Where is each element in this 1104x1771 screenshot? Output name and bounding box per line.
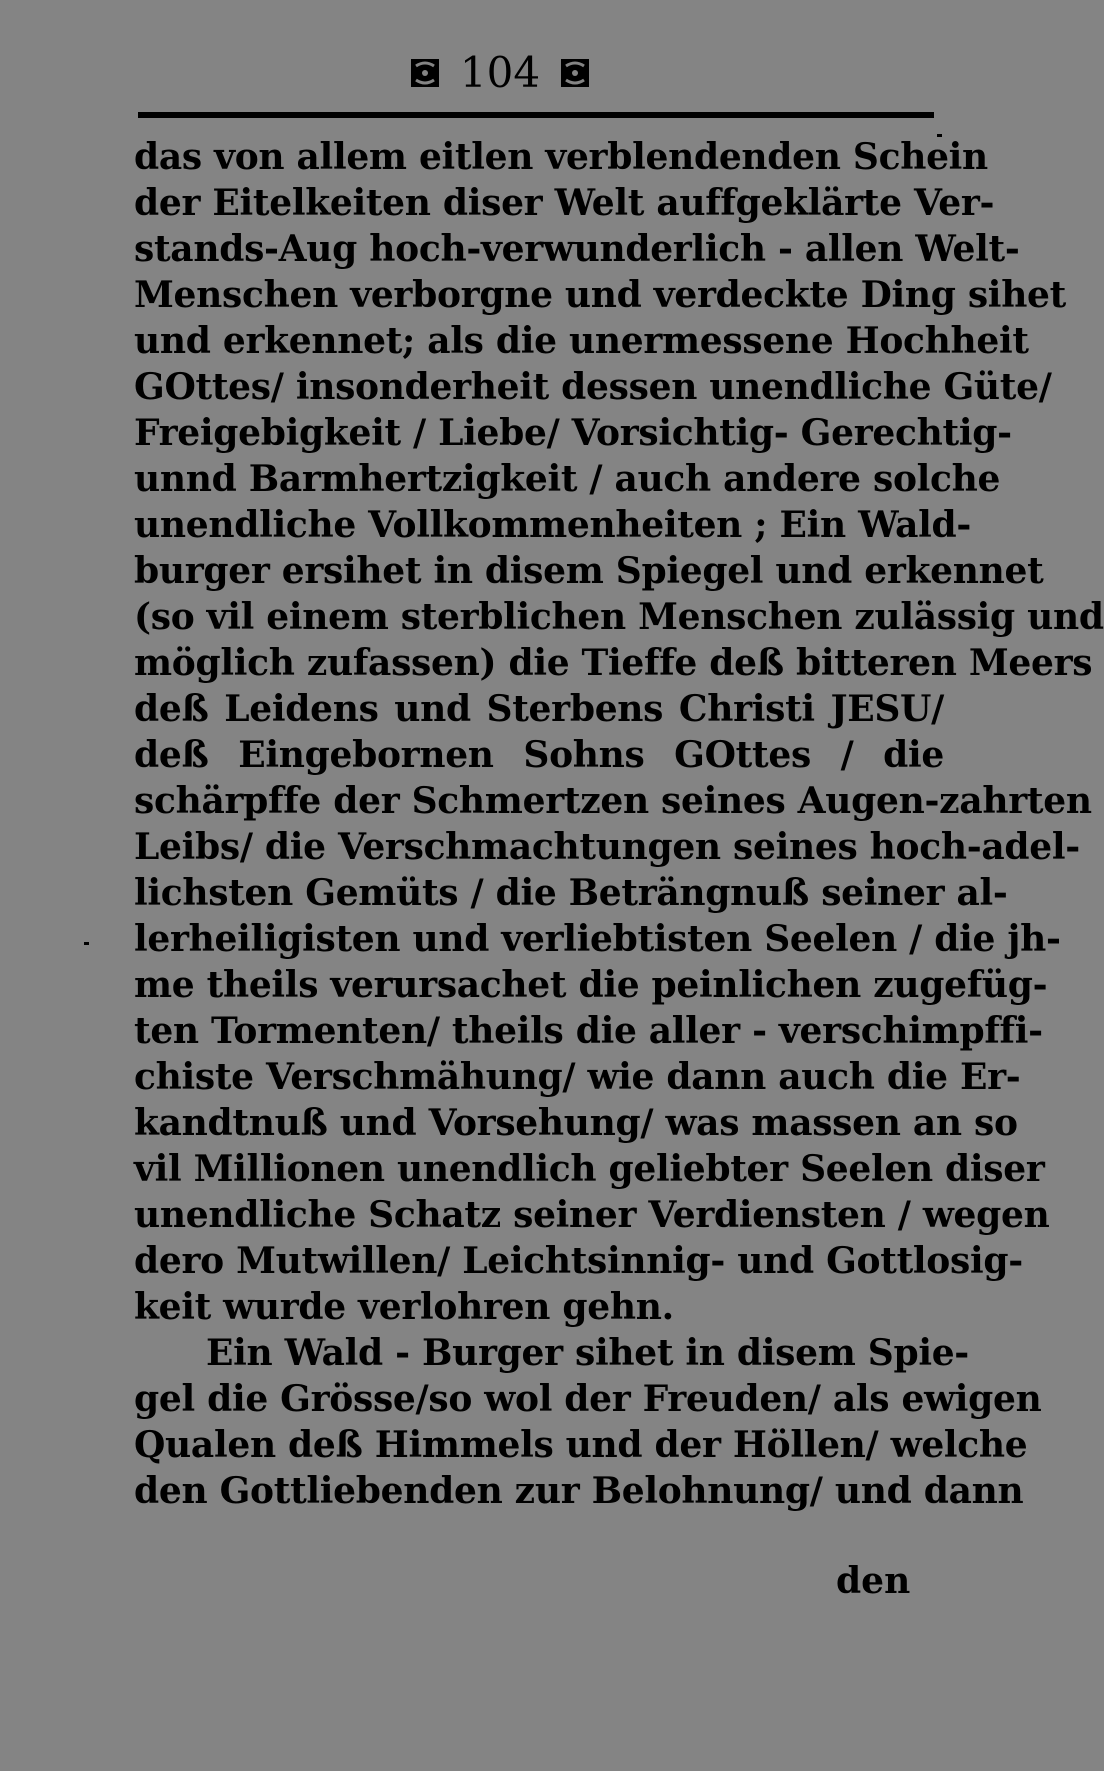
text-line: gel die Grösse/so wol der Freuden/ als ewigen: [134, 1378, 1042, 1420]
text-line: Menschen verborgne und verdeckte Ding sihet: [134, 274, 1066, 316]
text-line: Leibs/ die Verschmachtungen seines hoch-adel-: [134, 826, 1080, 868]
printer-fleuron-icon: [408, 56, 442, 90]
text-line: deß Leidens und Sterbens Christi JESU/: [134, 688, 944, 730]
text-line: unendliche Vollkommenheiten ; Ein Wald-: [134, 504, 972, 546]
text-line: GOttes/ insonderheit dessen unendliche Güte/: [134, 366, 1052, 408]
running-header: [0, 40, 1000, 103]
text-line: ten Tormenten/ theils die aller - verschimpffi-: [134, 1010, 1043, 1052]
body-text: [134, 134, 1104, 1514]
text-line: vil Millionen unendlich geliebter Seelen diser: [134, 1148, 1045, 1190]
text-line: Freigebigkeit / Liebe/ Vorsichtig- Gerechtig-: [134, 412, 1012, 454]
text-line: kandtnuß und Vorsehung/ was massen an so: [134, 1102, 1018, 1144]
paragraph-start-line: Ein Wald - Burger sihet in disem Spie-: [206, 1332, 969, 1374]
text-line: burger ersihet in disem Spiegel und erkennet: [134, 550, 1044, 592]
text-line: stands-Aug hoch-verwunderlich - allen Welt-: [134, 228, 1020, 270]
printer-fleuron-icon: [558, 56, 592, 90]
text-line: das von allem eitlen verblendenden Schein: [134, 136, 988, 178]
text-line: Qualen deß Himmels und der Höllen/ welche: [134, 1424, 1028, 1466]
text-line: unendliche Schatz seiner Verdiensten / wegen: [134, 1194, 1050, 1236]
text-line: unnd Barmhertzigkeit / auch andere solche: [134, 458, 1001, 500]
text-line: dero Mutwillen/ Leichtsinnig- und Gottlosig-: [134, 1240, 1023, 1282]
header-rule: [138, 112, 934, 118]
text-line: und erkennet; als die unermessene Hochheit: [134, 320, 1029, 362]
text-line: lichsten Gemüts / die Beträngnuß seiner al-: [134, 872, 1008, 914]
text-line: deß Eingebornen Sohns GOttes / die: [134, 734, 944, 776]
paragraph-end-line: keit wurde verlohren gehn.: [134, 1286, 674, 1328]
catchword: den: [836, 1560, 911, 1602]
text-line: möglich zufassen) die Tieffe deß bitteren Meers: [134, 642, 1093, 684]
text-line: me theils verursachet die peinlichen zugefüg-: [134, 964, 1048, 1006]
text-line: (so vil einem sterblichen Menschen zulässig und: [134, 596, 1104, 638]
text-line: lerheiligisten und verliebtisten Seelen / die jh-: [134, 918, 1061, 960]
text-line: schärpffe der Schmertzen seines Augen-zahrten: [134, 780, 1092, 822]
text-line: chiste Verschmähung/ wie dann auch die Er-: [134, 1056, 1021, 1098]
page-number: 104: [459, 48, 541, 97]
text-line: der Eitelkeiten diser Welt auffgeklärte Ver-: [134, 182, 995, 224]
text-line: den Gottliebenden zur Belohnung/ und dann: [134, 1470, 1024, 1512]
print-speck: [84, 942, 89, 945]
